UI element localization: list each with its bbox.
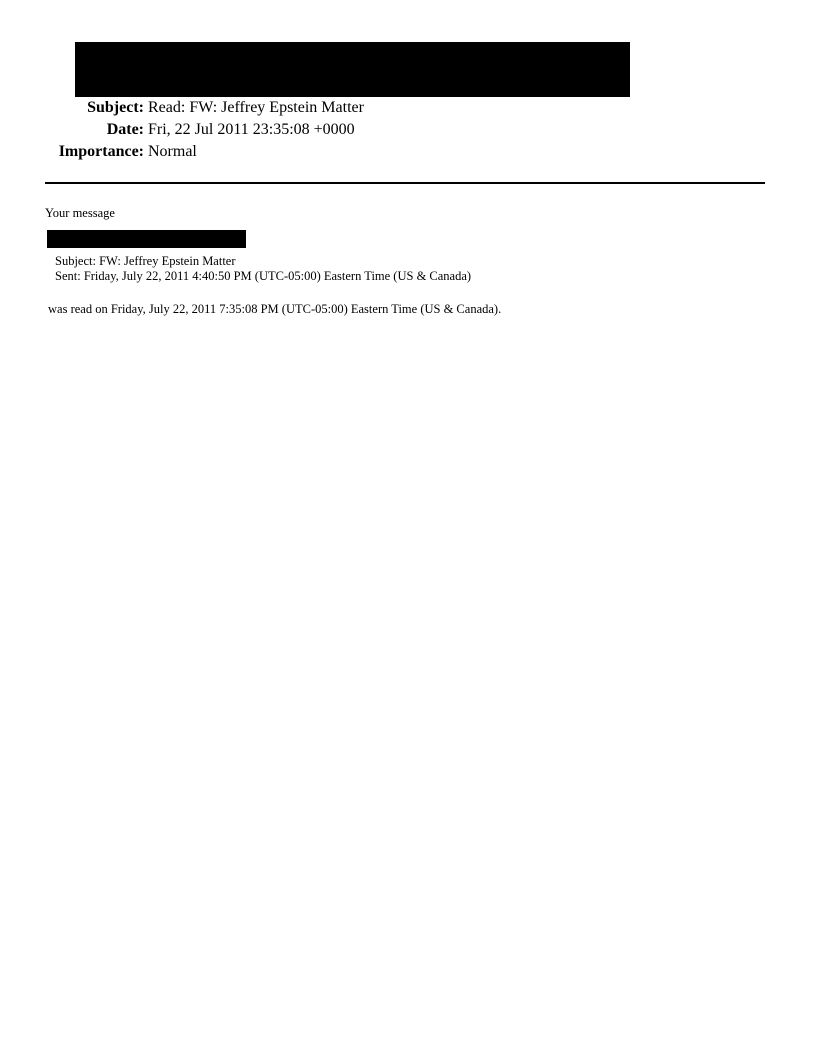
redaction-block-from-to [75,42,630,97]
subject-row [0,97,400,119]
email-header [0,97,400,163]
importance-row [0,141,400,163]
original-subject: Subject: FW: Jeffrey Epstein Matter [55,254,236,268]
date-label: Date: [106,121,144,138]
importance-value: Normal [148,143,197,160]
redaction-block-recipient [47,230,246,248]
date-value: Fri, 22 Jul 2011 23:35:08 +0000 [148,121,355,138]
original-sent: Sent: Friday, July 22, 2011 4:40:50 PM (UTC-05:00) Eastern Time (US & Canada) [55,269,472,283]
date-row [0,119,400,141]
importance-label: Importance: [58,143,144,160]
read-receipt-text: was read on Friday, July 22, 2011 7:35:08 PM (UTC-05:00) Eastern Time (US & Canada). [48,302,502,316]
subject-label: Subject: [87,99,144,116]
intro-text: Your message [45,206,115,220]
header-divider [45,182,765,184]
subject-value: Read: FW: Jeffrey Epstein Matter [148,99,364,116]
